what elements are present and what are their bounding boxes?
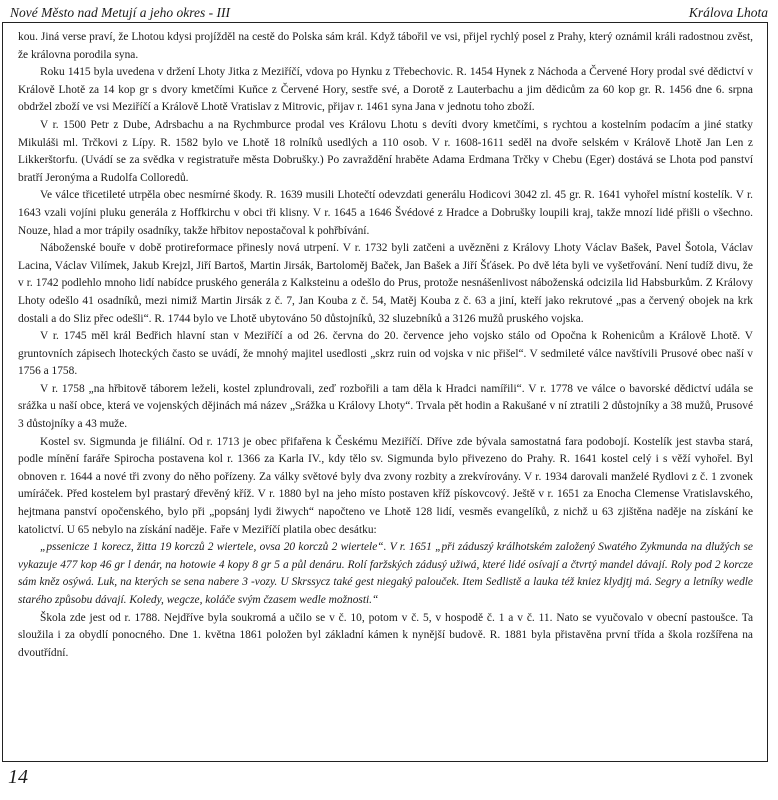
body-text <box>18 29 753 662</box>
paragraph: Kostel sv. Sigmunda je filiální. Od r. 1713 je obec přifařena k Českému Meziříčí. Dříve zde bývala samostatná fara podobojí. Kostelík jest stavba stará, podle mínění faráře Spirocha postavena kol r. 1366 za Karla IV., kdy tělo sv. Sigmunda bylo přivezeno do Prahy. R. 1641 kostel celý i s věží vyhořel. Byl obnoven r. 1644 a nové tři zvony do něho pořízeny. Za války světové byly dva zvony rozbity a zrekvírovány. V r. 1934 darovali manželé Rydlovi z č. 1 zvonek umíráček. Před kostelem byl prastarý dřevěný kříž. V r. 1880 byl na jeho místo postaven kříž pískovcový. Ještě v r. 1651 za Enocha Clemense Vratislavského, hejtmana panství opočenského, bylo při „popsánj lydi žiwych“ napočteno ve Lhotě 128 lidí, vesměs evangelíků, z nichž u 63 zjištěna naděje na získání ke katolictví. U 65 nebylo na získání naděje. Faře v Meziříčí platila obec desátku: <box>18 435 753 536</box>
paragraph: Náboženské bouře v době protireformace přinesly nová utrpení. V r. 1732 byli zatčeni a uvězněni z Královy Lhoty Václav Bašek, Pavel Šotola, Václav Lacina, Václav Vilímek, Jakub Krejzl, Jiří Bartoš, Martin Jirsák, Bartoloměj Baček, Jan Bašek a Jiří Šťásek. Po dvě léta byli ve vyšetřování. Není tudíž divu, že v r. 1742 podlehlo mnoho lidí nabídce pruského generála z Kalksteinu a odešlo do Prus, protože nesnášenlivost náboženská odcizila lid Habsburkům. Z Královy Lhoty odešlo 41 osadníků, mezi nimiž Martin Jirsák z č. 7, Jan Kouba z č. 54, Matěj Kouba z č. 63 a jiní, kteří jako rekrutové „pas a červený obojek na krk dostali a do Sliz přec odešli“. R. 1744 bylo ve Lhotě ubytováno 50 důstojníků, 32 sluzebníků a 3126 mužů pruského vojska. <box>18 242 753 325</box>
paragraph: V r. 1745 měl král Bedřich hlavní stan v Meziříčí a od 26. června do 20. července jeho vojsko stálo od Opočna k Rohenicům a Králově Lhotě. V gruntovních zápisech lhoteckých často se uvádí, že mnohý majitel usedlosti „skrz ruin od vojska v nic přišel“. V sedmileté válce navštívili Prusové obec naší v 1756 a 1758. <box>18 330 753 378</box>
running-header-book-title: Nové Město nad Metují a jeho okres - III <box>10 4 230 20</box>
running-header <box>6 4 772 21</box>
text-frame <box>2 22 768 762</box>
running-header-chapter-title: Králova Lhota <box>688 4 768 20</box>
paragraph: Roku 1415 byla uvedena v držení Lhoty Jitka z Meziříčí, vdova po Hynku z Třebechovic. R. 1454 Hynek z Náchoda a Červené Hory prodal své dědictví v Králově Lhotě za 14 kop gr s dvory kmetčími Kuňce z Červené Hory, sestře své, a Dorotě z Lauterbachu a jim dědicům za 60 kop gr. R. 1456 dne 6. srpna obdržel zboží ve vsi Meziříčí a Králově Lhotě Vratislav z Mitrovic, přijav r. 1461 syna Jana v jednotu toho zboží. <box>18 66 753 114</box>
quoted-passage: „pssenicze 1 korecz, žitta 19 korczů 2 wiertele, ovsa 20 korczů 2 wiertele“. V r. 1651 „při záduszý králhotském založený Swatého Zykmunda na dlužých se vykazuje 477 kop 46 gr l denár, na hotowie 4 kopy 8 gr 5 a půl denáru. Rolí faržských zádusý užiwá, které lidé osívají a čtvrtý mandel dávají. Roly pod 2 korcze sám kněz osýwá. Luk, na kterých se sena nabere 3 -vozy. U Skrssycz také gest niegaký palouček. Item Sedlistě a lauka též kniez klydjtj má. Segry a letníky wedle starého způsobu dávají. Koledy, wegcze, koláče svým čzasem wedle možnosti.“ <box>18 541 753 606</box>
paragraph: Ve válce třicetileté utrpěla obec nesmírné škody. R. 1639 musili Lhotečtí odevzdati generálu Hodicovi 3042 zl. 45 gr. R. 1641 vyhořel místní kostelík. V r. 1643 vzali vojíni pluku generála z Hoffkirchu v obci tři klisny. V r. 1645 a 1646 Švédové z Hradce a Dobrušky loupili kraj, takže mnozí lidé přišli o všechno. Nouze, hlad a mor trápily osadníky, takže hřbitov nepostačoval k pohřbívání. <box>18 189 753 237</box>
paragraph: V r. 1500 Petr z Dube, Adrsbachu a na Rychmburce prodal ves Královu Lhotu s devíti dvory kmetčími, s rychtou a kostelním podacím a jiné statky Mikuláši ml. Trčkovi z Lípy. R. 1582 bylo ve Lhotě 18 rolníků usedlých a 110 osob. V r. 1608-1611 seděl na dvoře selském v Králově Lhotě Jan Len z Likkerštorfu. (Uvádí se za svědka v registratuře města Dobrušky.) Po zavraždění hraběte Adama Erdmana Trčky v Chebu (Eger) dostává se Lhota pod panství bratří Jeronýma a Rudolfa Colloredů. <box>18 118 753 184</box>
page-number: 14 <box>8 766 28 788</box>
paragraph: Škola zde jest od r. 1788. Nejdříve byla soukromá a učilo se v č. 10, potom v č. 5, v hospodě č. 1 a v č. 11. Nato se vyučovalo v obecní pastoušce. Ta sloužila i za obydlí ponocného. Dne 1. května 1861 položen byl základní kámen k nynější budově. R. 1881 byla přistavěna první třída a škola rozšířena na dvoutřídní. <box>18 611 753 659</box>
paragraph: V r. 1758 „na hřbitově táborem leželi, kostel zplundrovali, zeď rozbořili a tam děla k Hradci namířili“. V r. 1778 ve válce o bavorské dědictví udála se srážka u naší obce, která ve vojenských dějinách má název „Srážka u Královy Lhoty“. Trvala pět hodin a Rakušané v ní ztratili 2 důstojníky a 38 mužů, Prusové 3 důstojníky a 43 muže. <box>18 382 753 431</box>
paragraph: kou. Jiná verse praví, že Lhotou kdysi projížděl na cestě do Polska sám král. Když tábořil ve vsi, přijel rychlý posel z Prahy, který oznámil králi radostnou zvěst, že královna porodila syna. <box>18 31 753 61</box>
